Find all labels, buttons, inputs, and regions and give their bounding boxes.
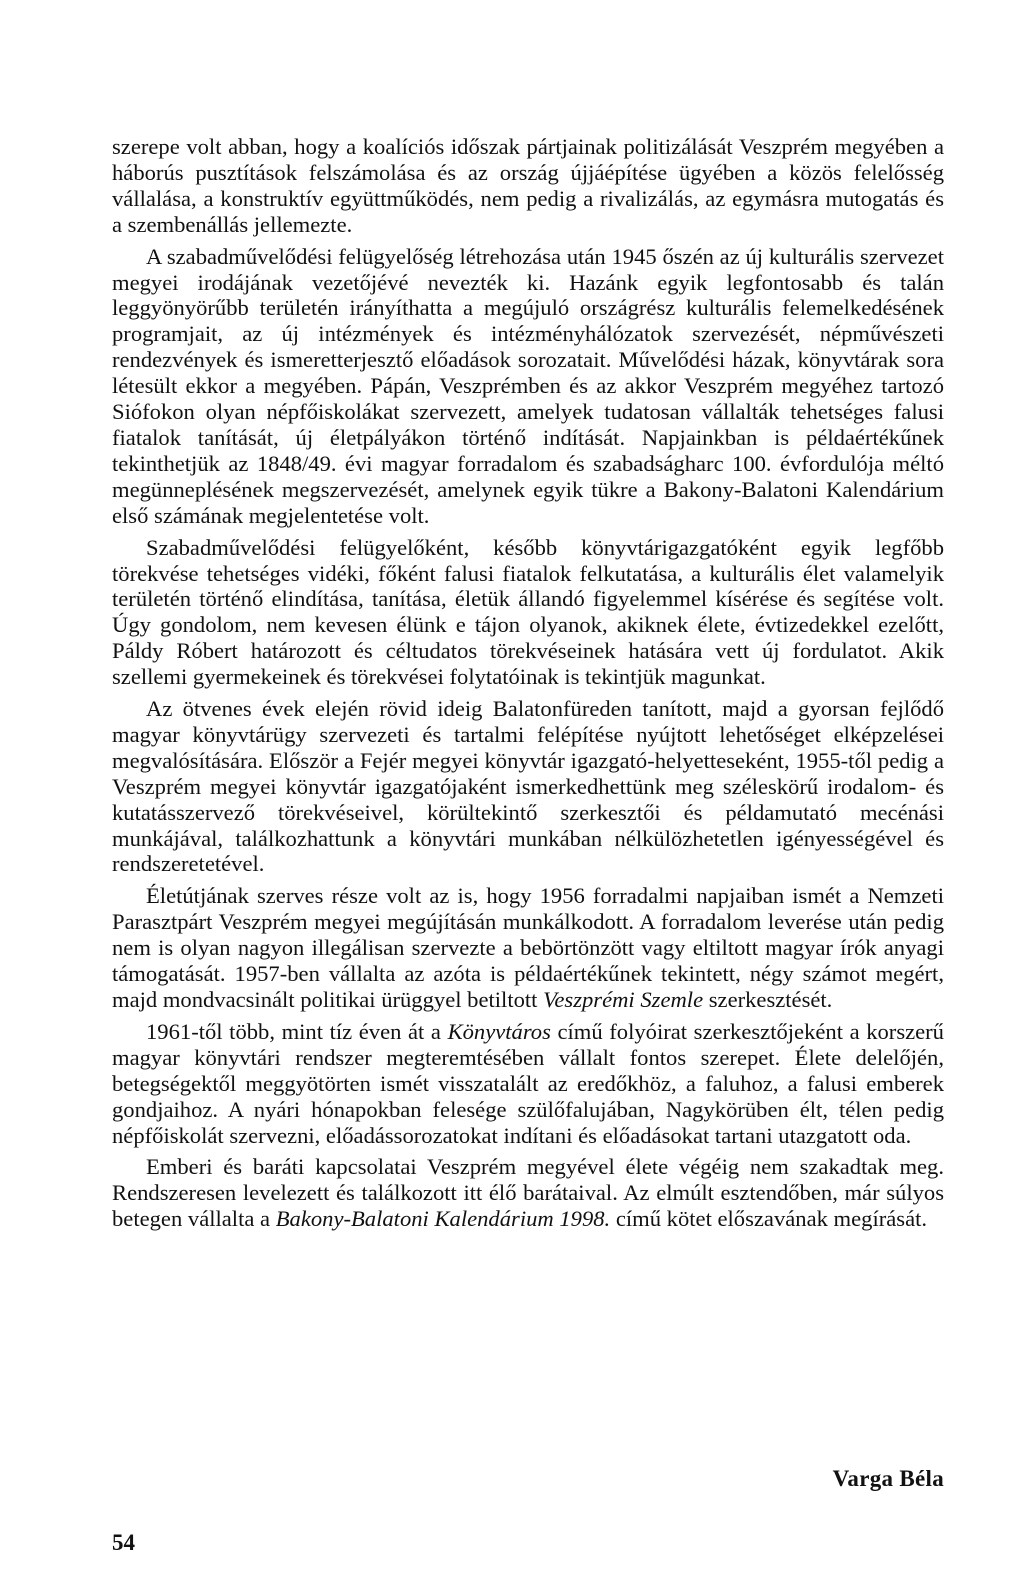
paragraph-text: Szabadművelődési felügyelőként, később könyvtárigazgatóként egyik legfőbb törekvése tehetséges vidéki, főként falusi fiatalok felkutatása, a kulturális élet valamelyik területén történő elindítása, tanítása, életük állandó figyelemmel kísérése és segítése volt. Úgy gondolom, nem kevesen élünk e tájon olyanok, akiknek élete, évtizedekkel ezelőtt, Páldy Róbert határozott és céltudatos törekvéseinek hatására vett új fordulatot. Akik szellemi gyermekeinek és törekvései folytatóinak is tekintjük magunkat. — [112, 534, 944, 690]
paragraph-text: szerepe volt abban, hogy a koalíciós időszak pártjainak politizálását Veszprém megyében a háborús pusztítások felszámolása és az ország újjáépítése ügyében a közös felelősség vállalása, a konstruktív együttműködés, nem pedig a rivalizálás, az egymásra mutogatás és a szembenállás jellemezte. — [112, 134, 944, 237]
italic-title: Veszprémi Szemle — [543, 987, 704, 1012]
page-number: 54 — [112, 1530, 135, 1555]
paragraph-text: Életútjának szerves része volt az is, hogy 1956 forradalmi napjaiban ismét a Nemzeti Parasztpárt Veszprém megyei megújításán munkálkodott. A forradalom leverése után pedig nem is olyan nagyon illegálisan szervezte a bebörtönzött vagy eltiltott magyar írók anyagi támogatását. 1957-ben vállalta az azóta is példaértékűnek tekintett, négy számot megért, majd mondvacsinált politikai ürüggyel betiltott — [112, 883, 944, 1012]
article-body — [112, 134, 944, 1232]
author-signature: Varga Béla — [832, 1466, 944, 1491]
paragraph-4 — [112, 696, 944, 877]
paragraph-6 — [112, 1019, 944, 1149]
paragraph-text: című kötet előszavának megírását. — [610, 1206, 928, 1232]
paragraph-2 — [112, 244, 944, 529]
paragraph-3 — [112, 535, 944, 690]
paragraph-text: Az ötvenes évek elején rövid ideig Balatonfüreden tanított, majd a gyorsan fejlődő magyar könyvtárügy szervezeti és tartalmi felépítése nyújtott lehetőséget elképzelései megvalósítására. Először a Fejér megyei könyvtár igazgató-helyetteseként, 1955-től pedig a Veszprém megyei könyvtár igazgatójaként ismerkedhettünk meg széleskörű irodalom- és kutatásszervező törekvéseivel, körültekintő szerkesztői és példamutató mecénási munkájával, találkozhattunk a könyvtári munkában nélkülözhetetlen igényességével és rendszeretetével. — [112, 696, 944, 877]
italic-title: Bakony-Balatoni Kalendárium 1998. — [275, 1206, 611, 1232]
italic-title: Könyvtáros — [447, 1018, 551, 1044]
paragraph-text: Emberi és baráti kapcsolatai Veszprém megyével élete végéig nem szakadtak meg. Rendszeresen levelezett és találkozott itt élő barátaival. Az elmúlt esztendőben, már súlyos betegen vállalta a — [112, 1154, 944, 1232]
paragraph-text: szerkesztését. — [703, 987, 833, 1012]
paragraph-text: 1961-től több, mint tíz éven át a — [146, 1018, 448, 1044]
paragraph-1 — [112, 134, 944, 238]
paragraph-7 — [112, 1154, 944, 1232]
paragraph-text: A szabadművelődési felügyelőség létrehozása után 1945 őszén az új kulturális szervezet megyei irodájának vezetőjévé nevezték ki. Hazánk egyik legfontosabb és talán leggyönyörűbb területén irányíthatta a megújuló országrész kulturális felemelkedésének programjait, az új intézmények és intézményhálózatok szervezését, népművészeti rendezvények és ismeretterjesztő előadások sorozatait. Művelődési házak, könyvtárak sora létesült ekkor a megyében. Pápán, Veszprémben és az akkor Veszprém megyéhez tartozó Siófokon olyan népfőiskolákat szervezett, amelyek tudatosan vállalták tehetséges falusi fiatalok tanítását, új életpályákon történő indítását. Napjainkban is példaértékűnek tekinthetjük az 1848/49. évi magyar forradalom és szabadságharc 100. évfordulója méltó megünneplésének megszervezését, amelynek egyik tükre a Bakony-Balatoni Kalendárium első számának megjelentetése volt. — [112, 243, 944, 528]
paragraph-text: című folyóirat szerkesztőjeként a korszerű magyar könyvtári rendszer megteremtésében vállalt fontos szerepet. Élete delelőjén, betegségektől meggyötörten ismét visszatalált az eredőkhöz, a faluhoz, a falusi emberek gondjaihoz. A nyári hónapokban felesége szülőfalujában, Nagykörüben élt, télen pedig népfőiskolát szervezni, előadássorozatokat indítani és előadásokat tartani utazgatott oda. — [112, 1018, 944, 1148]
paragraph-5 — [112, 883, 944, 1013]
